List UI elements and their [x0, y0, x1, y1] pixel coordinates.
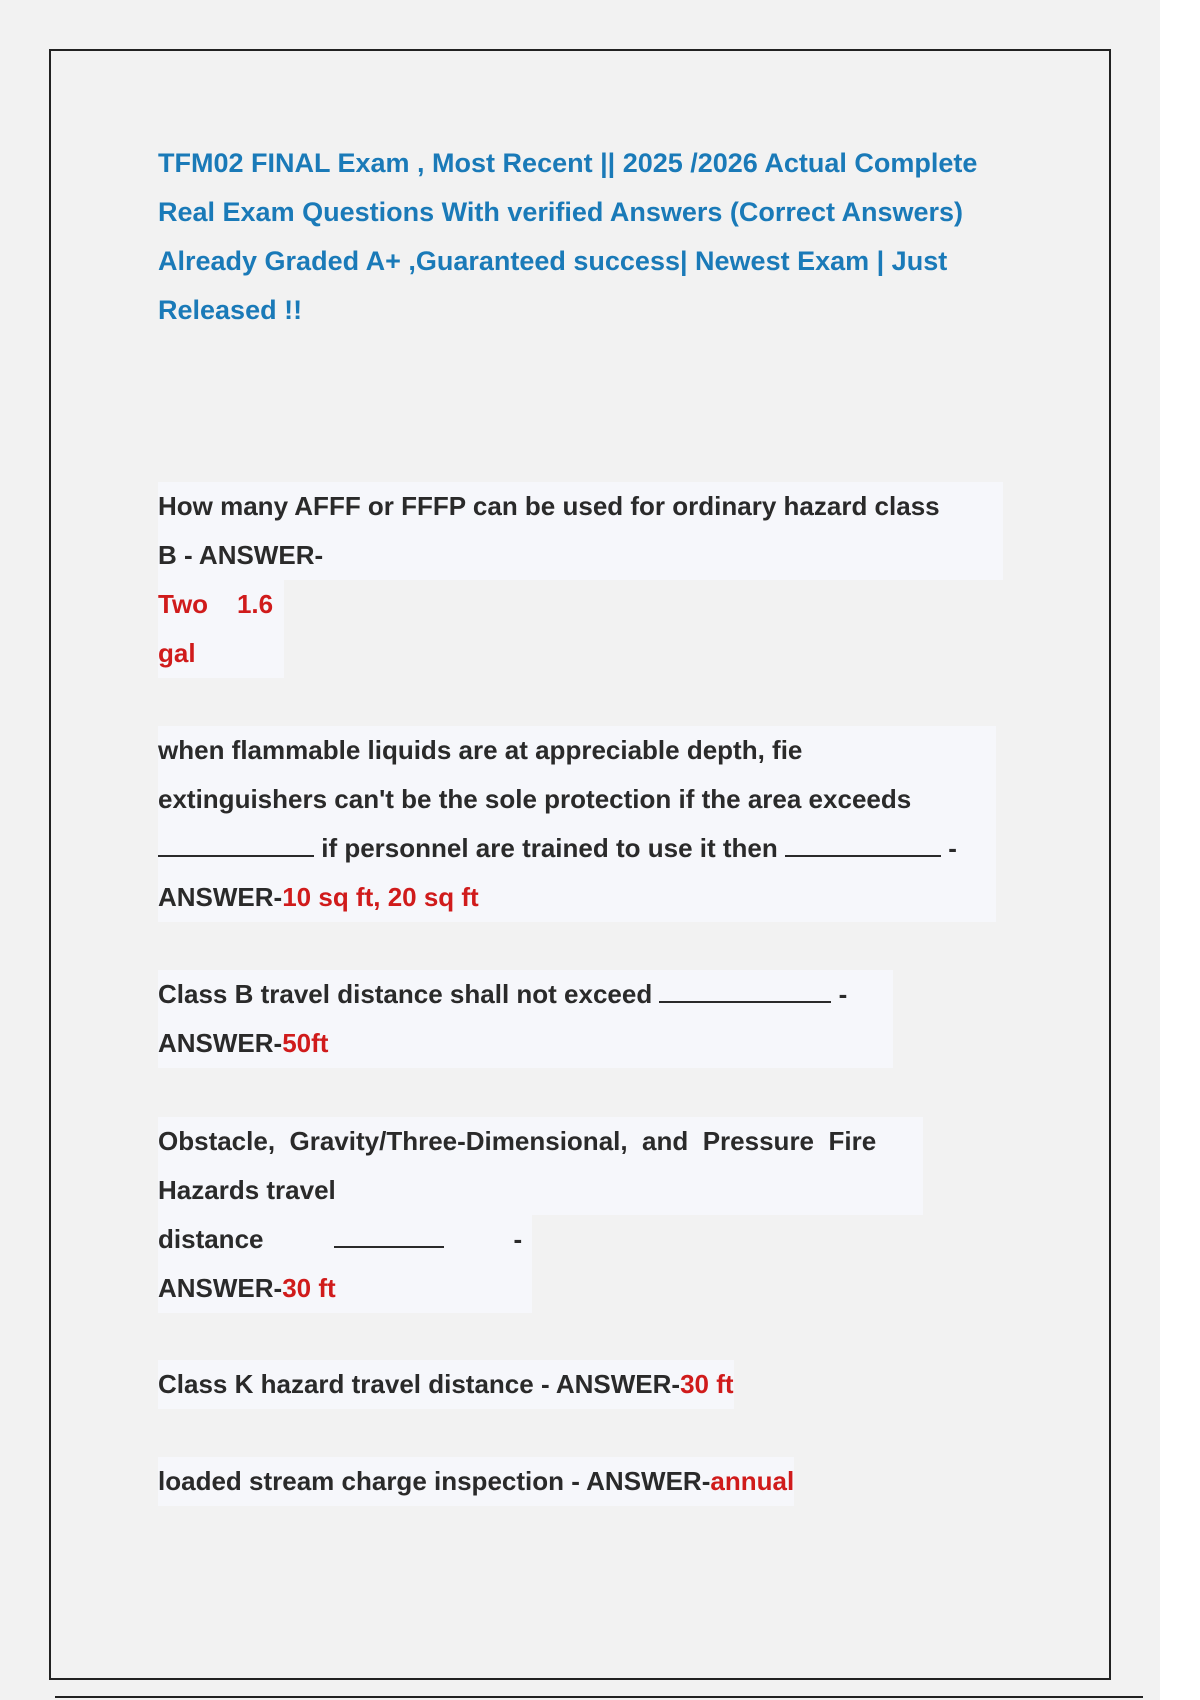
blank-line [659, 979, 831, 1003]
question-3 [158, 970, 893, 1068]
blank-line [334, 1224, 444, 1248]
blank-line [158, 833, 314, 857]
answer-text: 30 ft [680, 1369, 734, 1399]
question-text: loaded stream charge inspection - ANSWER-annual [158, 1457, 794, 1506]
bottom-rule [55, 1696, 1143, 1698]
question-text: How many AFFF or FFFP can be used for ordinary hazard class B - ANSWER- [158, 482, 1003, 580]
question-text: Obstacle, Gravity/Three-Dimensional, and Pressure Fire Hazards travel [158, 1117, 923, 1215]
answer-text: Two 1.6 gal [158, 580, 284, 678]
question-2 [158, 726, 996, 922]
blank-line [785, 833, 941, 857]
question-text: when flammable liquids are at appreciable depth, fie extinguishers can't be the sole protection if the area exceeds if personnel are trained to use it then - ANSWER-10 sq ft, 20 sq ft [158, 726, 996, 922]
question-text: Class K hazard travel distance - ANSWER-30 ft [158, 1360, 734, 1409]
question-6 [158, 1457, 794, 1506]
answer-text: 50ft [282, 1028, 329, 1058]
document-page [49, 49, 1111, 1680]
answer-text: 10 sq ft, 20 sq ft [282, 882, 479, 912]
question-4 [158, 1117, 923, 1313]
question-text: Class B travel distance shall not exceed - ANSWER-50ft [158, 970, 893, 1068]
question-5 [158, 1360, 734, 1409]
document-title: TFM02 FINAL Exam , Most Recent || 2025 /2026 Actual Complete Real Exam Questions With verified Answers (Correct Answers) Already Graded A+ ,Guaranteed success| Newest Exam | Just Released !! [158, 148, 978, 325]
question-1 [158, 482, 1003, 678]
answer-text: 30 ft [282, 1273, 336, 1303]
answer-text: annual [710, 1466, 795, 1496]
question-text-continued: distance - ANSWER-30 ft [158, 1215, 532, 1313]
